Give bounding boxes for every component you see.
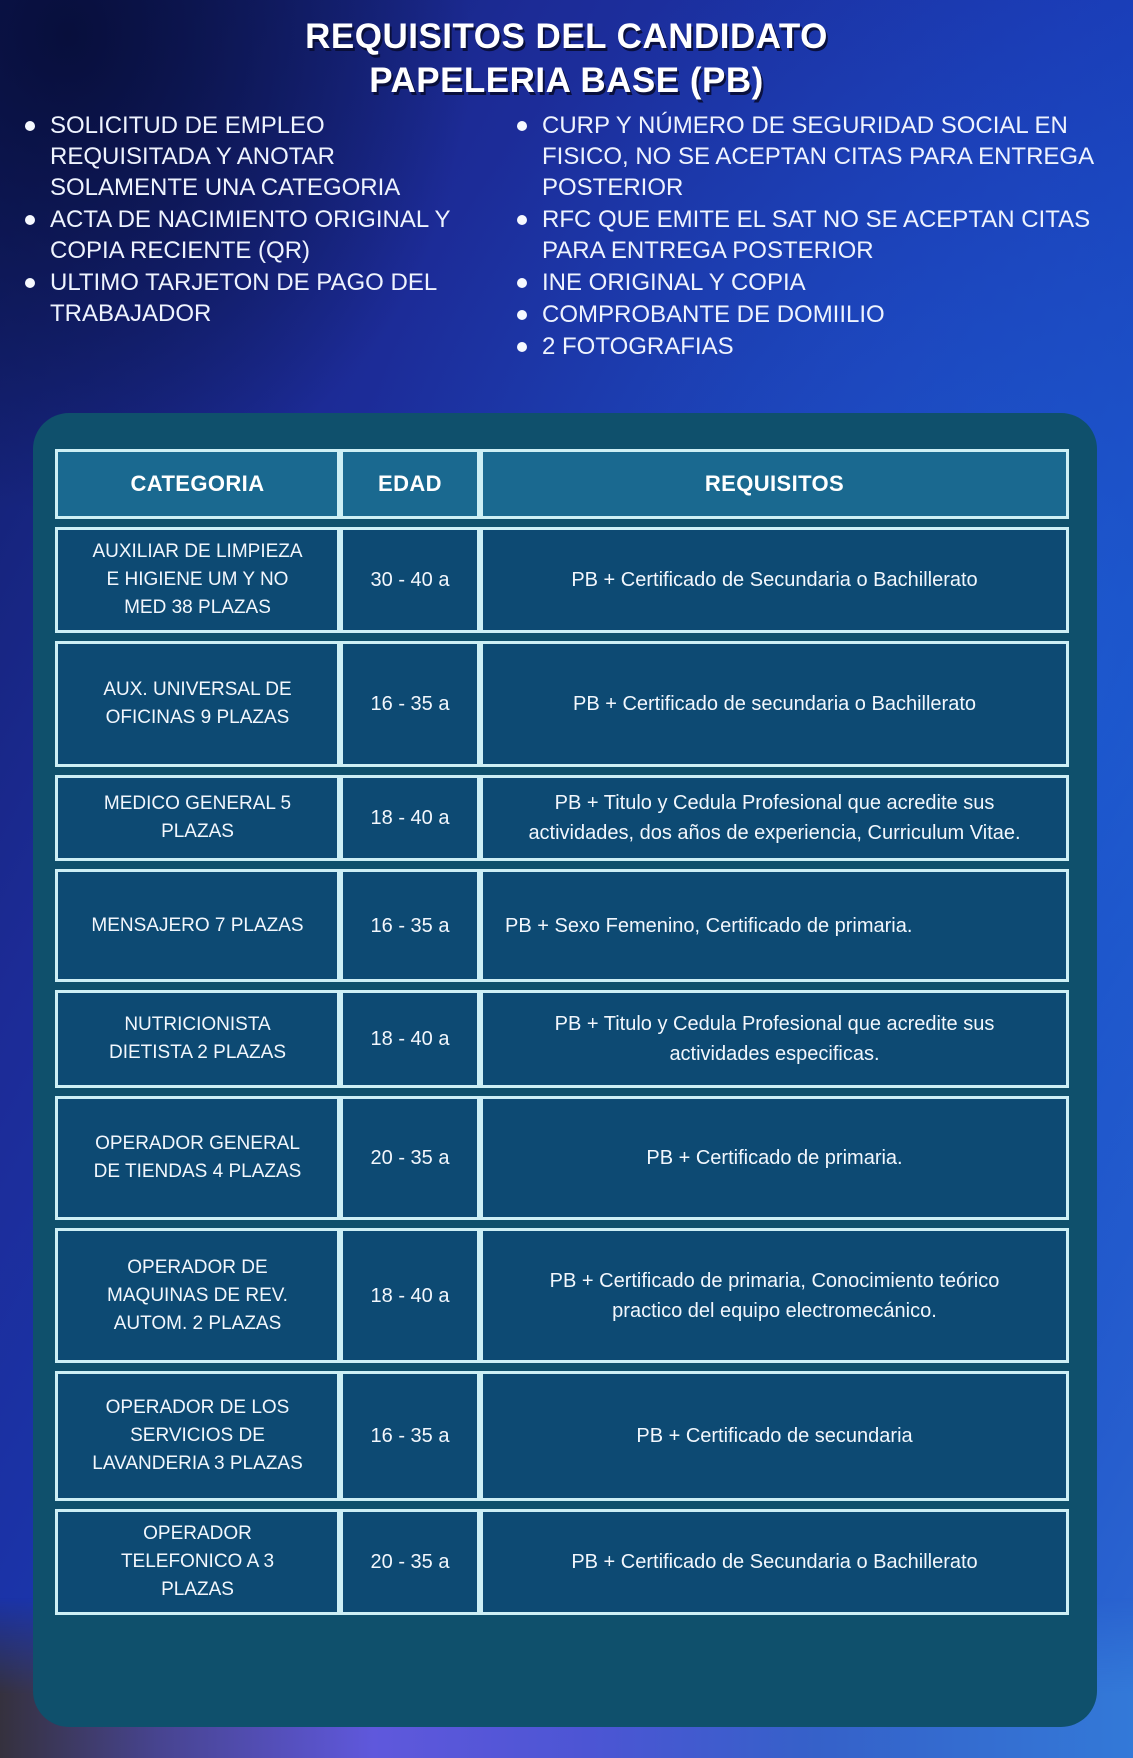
cell-requisitos: PB + Certificado de primaria. (480, 1096, 1069, 1220)
requirement-item (512, 204, 1121, 266)
cell-requisitos: PB + Certificado de primaria, Conocimiento teórico practico del equipo electromecánico. (480, 1228, 1069, 1363)
requirement-text: ACTA DE NACIMIENTO ORIGINAL Y COPIA RECIENTE (QR) (50, 206, 451, 264)
header-cell-edad: EDAD (340, 449, 480, 519)
poster-title-line-2: PAPELERIA BASE (PB) (369, 61, 764, 100)
jobs-table-header (55, 449, 1069, 519)
cell-requisitos: PB + Sexo Femenino, Certificado de primaria. (480, 869, 1069, 982)
table-row (55, 1371, 1069, 1501)
requirements-column-right (512, 110, 1121, 363)
table-row (55, 641, 1069, 767)
cell-requisitos: PB + Certificado de secundaria o Bachillerato (480, 641, 1069, 767)
cell-edad: 18 - 40 a (340, 1228, 480, 1363)
requirements-list-left (20, 110, 486, 329)
table-row (55, 775, 1069, 861)
cell-categoria: OPERADOR DE LOS SERVICIOS DE LAVANDERIA 3 PLAZAS (55, 1371, 340, 1501)
cell-edad: 20 - 35 a (340, 1096, 480, 1220)
cell-categoria: MENSAJERO 7 PLAZAS (55, 869, 340, 982)
header-cell-categoria: CATEGORIA (55, 449, 340, 519)
cell-edad: 18 - 40 a (340, 775, 480, 861)
bullet-dot-icon (25, 215, 35, 225)
header-cell-requisitos: REQUISITOS (480, 449, 1069, 519)
table-header-row (55, 449, 1069, 519)
requirement-text: ULTIMO TARJETON DE PAGO DEL TRABAJADOR (50, 269, 437, 327)
requirement-item (512, 110, 1121, 203)
bullet-dot-icon (517, 278, 527, 288)
cell-edad: 18 - 40 a (340, 990, 480, 1088)
poster-title (0, 15, 1133, 103)
bullet-dot-icon (517, 215, 527, 225)
requirement-item (20, 204, 486, 266)
poster-title-line-1: REQUISITOS DEL CANDIDATO (305, 17, 828, 56)
table-row (55, 990, 1069, 1088)
bullet-dot-icon (517, 310, 527, 320)
requirements-list-right (512, 110, 1121, 362)
requirement-item (20, 267, 486, 329)
table-row (55, 1228, 1069, 1363)
requirement-text: 2 FOTOGRAFIAS (542, 333, 734, 360)
requirement-item (512, 331, 1121, 362)
requirement-text: RFC QUE EMITE EL SAT NO SE ACEPTAN CITAS PARA ENTREGA POSTERIOR (542, 206, 1091, 264)
jobs-table-body (55, 527, 1069, 1615)
cell-categoria: OPERADOR DE MAQUINAS DE REV. AUTOM. 2 PLAZAS (55, 1228, 340, 1363)
cell-edad: 16 - 35 a (340, 869, 480, 982)
requirement-item (512, 299, 1121, 330)
requirement-item (512, 267, 1121, 298)
requirement-text: SOLICITUD DE EMPLEO REQUISITADA Y ANOTAR SOLAMENTE UNA CATEGORIA (50, 112, 401, 201)
table-row (55, 1509, 1069, 1615)
requirement-text: INE ORIGINAL Y COPIA (542, 269, 806, 296)
cell-edad: 20 - 35 a (340, 1509, 480, 1615)
table-row (55, 1096, 1069, 1220)
cell-categoria: AUXILIAR DE LIMPIEZA E HIGIENE UM Y NO MED 38 PLAZAS (55, 527, 340, 633)
cell-requisitos: PB + Titulo y Cedula Profesional que acredite sus actividades especificas. (480, 990, 1069, 1088)
bullet-dot-icon (25, 121, 35, 131)
cell-categoria: OPERADOR TELEFONICO A 3 PLAZAS (55, 1509, 340, 1615)
requirements-column-left (20, 110, 486, 363)
bullet-dot-icon (25, 278, 35, 288)
table-row (55, 869, 1069, 982)
cell-requisitos: PB + Certificado de Secundaria o Bachillerato (480, 527, 1069, 633)
bullet-dot-icon (517, 342, 527, 352)
requirement-text: CURP Y NÚMERO DE SEGURIDAD SOCIAL EN FISICO, NO SE ACEPTAN CITAS PARA ENTREGA POSTERIOR (542, 112, 1093, 201)
cell-requisitos: PB + Certificado de Secundaria o Bachillerato (480, 1509, 1069, 1615)
requirements-section (20, 110, 1121, 363)
cell-edad: 30 - 40 a (340, 527, 480, 633)
cell-categoria: AUX. UNIVERSAL DE OFICINAS 9 PLAZAS (55, 641, 340, 767)
requirement-item (20, 110, 486, 203)
cell-requisitos: PB + Certificado de secundaria (480, 1371, 1069, 1501)
jobs-table (55, 441, 1069, 1623)
cell-categoria: OPERADOR GENERAL DE TIENDAS 4 PLAZAS (55, 1096, 340, 1220)
cell-edad: 16 - 35 a (340, 1371, 480, 1501)
jobs-table-card (33, 413, 1097, 1727)
cell-requisitos: PB + Titulo y Cedula Profesional que acredite sus actividades, dos años de experiencia, Curriculum Vitae. (480, 775, 1069, 861)
table-row (55, 527, 1069, 633)
cell-categoria: MEDICO GENERAL 5 PLAZAS (55, 775, 340, 861)
cell-categoria: NUTRICIONISTA DIETISTA 2 PLAZAS (55, 990, 340, 1088)
requirement-text: COMPROBANTE DE DOMIILIO (542, 301, 885, 328)
bullet-dot-icon (517, 121, 527, 131)
cell-edad: 16 - 35 a (340, 641, 480, 767)
